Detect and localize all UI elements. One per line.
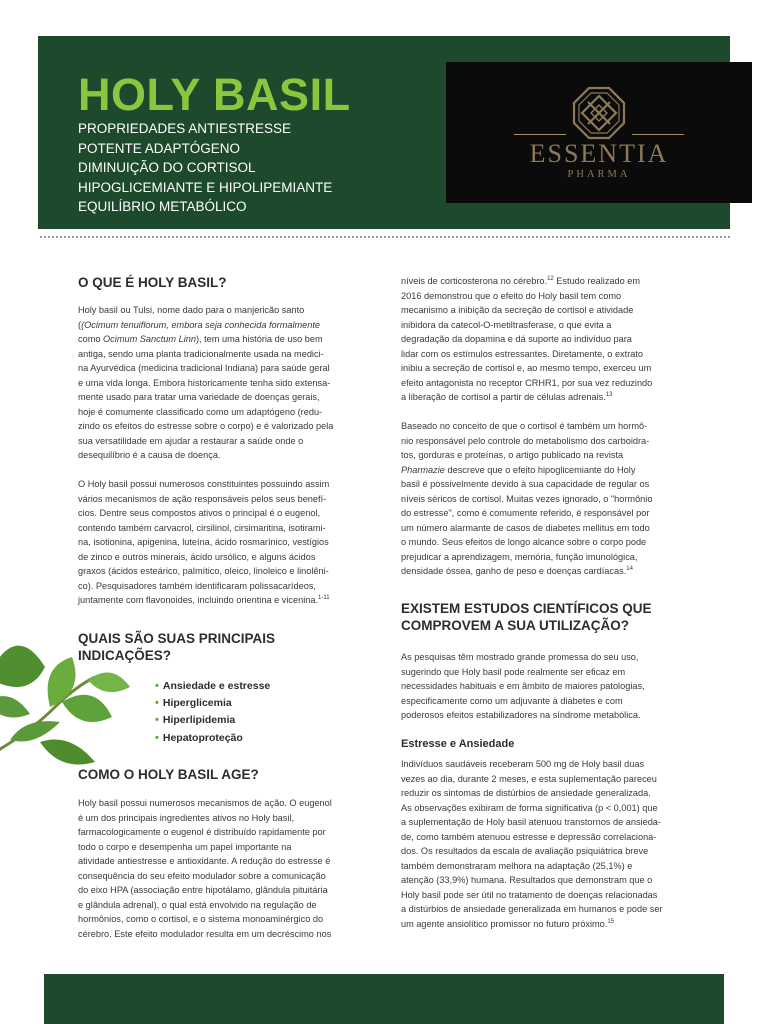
text-line: As pesquisas têm mostrado grande promessa do seu uso, — [401, 652, 639, 662]
text-line: também demonstraram melhora na adaptação (25,1%) e — [401, 860, 633, 871]
text-line — [401, 390, 689, 405]
property-item: HIPOGLICEMIANTE E HIPOLIPEMIANTE — [78, 179, 333, 195]
text-line: de zinco e outros minerais, ácido ursólico, e alguns ácidos — [78, 551, 316, 562]
text-line: e glândula adrenal), o qual está envolvido na regulação de — [78, 899, 317, 910]
text-line: O Holy basil possui numerosos constituintes possuindo assim — [78, 479, 330, 489]
property-list — [78, 119, 332, 217]
text-line: cios. Dentre seus compostos ativos o principal é o eugenol, — [78, 508, 321, 518]
text-line: Pharmazie descreve que o efeito hipoglicemiante do Holy — [401, 464, 636, 475]
brand-subtitle: PHARMA — [567, 169, 631, 180]
section-title-what-is: O QUE É HOLY BASIL? — [78, 275, 227, 290]
bullet-icon: • — [155, 680, 159, 692]
text-line: antiga, sendo uma planta tradicionalmente usada na medici- — [78, 348, 324, 359]
text-line: a suplementação de Holy basil atenuou transtornos de ansieda- — [401, 817, 661, 827]
list-item-label: Hiperlipidemia — [162, 714, 236, 727]
text-line: tos, gorduras e proteínas, o artigo publicado na revista — [401, 450, 624, 460]
logo-rule-left — [514, 134, 566, 135]
text-line: vários mecanismos de ação responsáveis pelos seus benefí- — [78, 493, 327, 504]
text-span: Estudo realizado em — [553, 276, 641, 286]
text-line: sua versatilidade em ajudar a restaurar a saúde onde o — [78, 435, 304, 446]
text-line: hormônios, como o cortisol, e o sistema monoaminérgico do — [78, 914, 324, 924]
paragraph-hypoglycemic — [401, 419, 689, 579]
list-item — [155, 712, 270, 729]
text-line: graxos (ácidos esteárico, palmítico, oleico, linoleico e linolêni- — [78, 566, 329, 576]
title-line: COMPROVEM A SUA UTILIZAÇÃO? — [401, 618, 629, 633]
text-line: a distúrbios de ansiedade generalizada em humanos e pode ser — [401, 904, 663, 914]
text-line: Holy basil pode ser útil no tratamento de doenças relacionadas — [401, 889, 658, 900]
bullet-icon: • — [155, 697, 159, 710]
reference-mark: 12 — [547, 275, 554, 282]
text-line — [401, 564, 689, 579]
text-line: sugerindo que Holy basil pode realmente ser eficaz em — [401, 666, 626, 677]
text-line: dos. Os resultados da escala de avaliação psiquiátrica breve — [401, 846, 649, 856]
title-line: EXISTEM ESTUDOS CIENTÍFICOS QUE — [401, 601, 652, 616]
text-line: efeito antagonista no receptor CRHR1, por sua vez reduzindo — [401, 377, 653, 388]
list-item — [155, 678, 270, 695]
text-line: contendo também carvacrol, cirsilinol, cirsimaritina, isotirami- — [78, 522, 326, 533]
text-line: reduzir os sintomas de distúrbios de ansiedade generalizada. — [401, 788, 651, 798]
title-line: QUAIS SÃO SUAS PRINCIPAIS — [78, 631, 276, 646]
property-item: POTENTE ADAPTÓGENO — [78, 140, 241, 156]
text-line: Indivíduos saudáveis receberam 500 mg de Holy basil duas — [401, 759, 645, 769]
property-item: DIMINUIÇÃO DO CORTISOL — [78, 160, 256, 176]
reference-mark: 1-11 — [318, 594, 330, 601]
text-line: do eixo HPA (associação entre hipotálamo, glândula pituitária — [78, 885, 328, 895]
text-line: na, isotionina, apigenina, luteína, ácido rosmarínico, vestígios — [78, 537, 329, 547]
product-title: HOLY BASIL — [78, 69, 351, 120]
text-line: lidar com os estímulos estressantes. Diretamente, o extrato — [401, 348, 644, 359]
text-line — [78, 593, 368, 608]
text-line: necessidades habituais e em âmbito de maiores patologias, — [401, 681, 645, 691]
text-line — [401, 917, 689, 932]
bullet-icon: • — [155, 714, 159, 727]
subsection-title-stress: Estresse e Ansiedade — [401, 738, 515, 750]
text-line: atividade antiestresse e antioxidante. A redução do estresse é — [78, 856, 331, 866]
text-line: todo o corpo e desempenha um papel importante na — [78, 841, 292, 852]
property-item: EQUILÍBRIO METABÓLICO — [78, 199, 247, 215]
text-line: degradação da dopamina e dá suporte ao indivíduo para — [401, 334, 632, 344]
celtic-knot-icon — [571, 85, 627, 141]
text-line-italic: (Ocimum tenuiflorum, embora seja conhecida formalmente — [81, 319, 321, 330]
text-line: níveis séricos de cortisol. Muitas vezes ignorado, o "hormônio — [401, 493, 653, 504]
brand-logo — [446, 62, 752, 203]
brand-name: ESSENTIA — [529, 139, 669, 168]
text-line: especificamente como um adjuvante à diabetes e com — [401, 695, 623, 706]
text-line: zindo os efeitos do estresse sobre o corpo) e é valorizado pela — [78, 421, 334, 431]
text-line: prejudicar a aprendizagem, memória, função imunológica, — [401, 551, 638, 562]
paragraph-what-is-2 — [78, 477, 368, 608]
text-line: mecanismo a inibição da secreção de cortisol e atividade — [401, 305, 634, 315]
logo-rule-right — [632, 134, 684, 135]
paragraph-cortisol-study — [401, 274, 689, 405]
reference-mark: 13 — [605, 391, 613, 398]
text-line: farmacologicamente o eugenol é distribuído rapidamente por — [78, 827, 326, 837]
text-line: vezes ao dia, durante 2 meses, e esta suplementação pareceu — [401, 773, 657, 784]
text-span: a liberação de cortisol a partir de células adrenais. — [401, 392, 606, 402]
paragraph-what-is-1 — [78, 303, 368, 463]
list-item-label: Ansiedade e estresse — [162, 680, 271, 692]
text-line: hoje é comumente classificado como um adaptógeno (redu- — [78, 406, 323, 417]
text-line: ((Ocimum tenuiflorum, embora seja conhecida formalmente — [78, 319, 321, 330]
text-line: 2016 demonstrou que o efeito do Holy basil tem como — [401, 290, 622, 301]
text-line: basil é possivelmente devido à sua capacidade de regular os — [401, 479, 650, 489]
text-span: um agente ansiolítico promissor no futuro próximo. — [401, 918, 608, 929]
section-title-studies — [401, 600, 652, 634]
text-line: poderosos efeitos estabilizadores na síndrome metabólica. — [401, 710, 641, 720]
text-line: como Ocimum Sanctum Linn), tem uma história de uso bem — [78, 334, 323, 344]
text-line: Baseado no conceito de que o cortisol é também um hormô- — [401, 421, 648, 431]
text-line: mente usado para tratar uma variedade de doenças gerais, — [78, 392, 320, 402]
paragraph-studies — [401, 650, 689, 723]
list-item-label: Hepatoproteção — [162, 731, 243, 744]
text-line: é um dos principais ingredientes ativos no Holy basil, — [78, 812, 295, 823]
list-item — [155, 730, 270, 747]
text-line: As observações exibiram de forma significativa (p < 0,001) que — [401, 802, 658, 813]
text-line: desequilíbrio é a causa de doença. — [78, 450, 221, 460]
reference-mark: 14 — [626, 565, 633, 572]
title-line: INDICAÇÕES? — [78, 648, 172, 663]
text-line: na Ayurvédica (medicina tradicional Indiana) para saúde geral — [78, 363, 330, 373]
text-span: níveis de corticosterona no cérebro. — [401, 276, 548, 286]
text-line: um número alarmante de casos de diabetes mellitus em todo — [401, 522, 650, 533]
text-line: Holy basil possui numerosos mecanismos de ação. O eugenol — [78, 798, 332, 808]
footer-bar — [44, 974, 724, 1024]
list-item-label: Hiperglicemia — [162, 697, 232, 710]
text-line: inibidora da catecol-O-metiltrasferase, o que evita a — [401, 319, 612, 330]
indications-list — [155, 678, 270, 747]
text-line: o mundo. Seus efeitos de longo alcance sobre o corpo pode — [401, 537, 647, 547]
text-span: juntamente com flavonoides, incluindo orientina e vicenina. — [78, 595, 319, 605]
text-line: nio responsável pelo controle do metabolismo dos carboidra- — [401, 435, 650, 446]
text-line: cérebro. Este efeito modulador resulta em um decréscimo nos — [78, 928, 332, 939]
text-line: atenção (33,9%) humana. Resultados que demonstram que o — [401, 875, 653, 885]
dotted-divider — [40, 236, 730, 238]
list-item — [155, 695, 270, 712]
text-line — [401, 274, 689, 289]
text-line: do estresse", como é comumente referido, é responsável por — [401, 508, 650, 518]
section-title-how-it-works: COMO O HOLY BASIL AGE? — [78, 767, 259, 782]
text-line: co). Pesquisadores também identificaram polissacarídeos, — [78, 580, 316, 591]
text-line: de, como também atenuou estresse e depressão correlaciona- — [401, 831, 657, 842]
text-line: consequência do seu efeito modulador sobre a comunicação — [78, 870, 326, 881]
bullet-icon: • — [155, 731, 159, 744]
paragraph-how-it-works — [78, 796, 368, 941]
paragraph-stress-anxiety — [401, 757, 689, 931]
text-line: inibiu a secreção de cortisol e, ao mesmo tempo, exerceu um — [401, 363, 652, 373]
property-item: PROPRIEDADES ANTIESTRESSE — [78, 121, 292, 136]
text-span: densidade óssea, ganho de peso e doenças cardíacas. — [401, 566, 627, 576]
text-line: e uma vida longa. Embora historicamente tenha sido extensa- — [78, 377, 331, 388]
basil-leaf-icon — [0, 622, 150, 772]
reference-mark: 15 — [607, 918, 614, 925]
text-line: Holy basil ou Tulsi, nome dado para o manjericão santo — [78, 305, 305, 315]
